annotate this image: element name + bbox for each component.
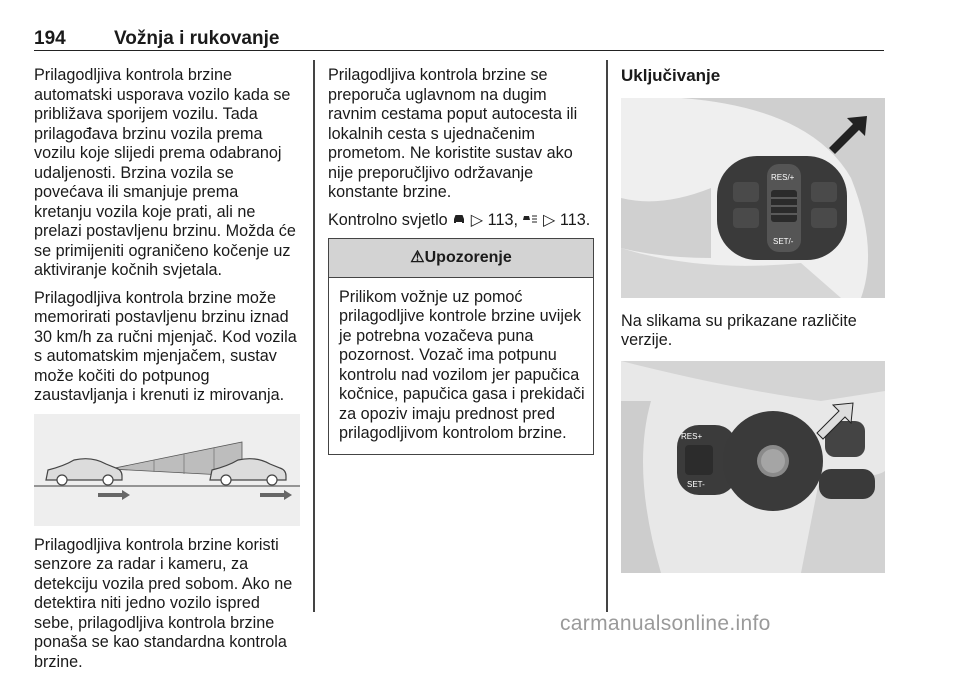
warning-text: Prilikom vožnje uz pomoć prilagodljive kontrole brzine uvijek je potrebna vozačeva puna pozornost. Vozač ima potpunu kontrolu nad vozilom jer papučica kočnice, papučica gasa i prekidači za opoziv imaju prednost pred prilagodljivom kontrolom brzine.	[339, 287, 585, 442]
adaptive-cruise-icon	[522, 211, 538, 231]
watermark: carmanualsonline.info	[560, 612, 771, 635]
warning-triangle-icon: ⚠	[410, 249, 425, 266]
page-ref-arrow-icon: ▷	[470, 210, 484, 229]
radar-illustration	[34, 414, 300, 526]
column-divider	[313, 60, 315, 612]
page-number: 194	[34, 28, 66, 49]
column-right	[621, 66, 887, 573]
res-label: RES/+	[771, 172, 795, 182]
page-ref-arrow-icon: ▷	[542, 210, 556, 229]
section-heading: Uključivanje	[621, 66, 721, 85]
steering-wheel-illustration-1	[621, 98, 885, 298]
column-middle	[328, 66, 594, 455]
column-divider	[606, 60, 608, 612]
chapter-title: Vožnja i rukovanje	[114, 28, 280, 49]
set-label: SET/-	[773, 236, 794, 246]
paragraph: Prilagodljiva kontrola brzine koristi senzore za radar i kameru, za detekciju vozila pred sobom. Ako ne detektira niti jedno vozilo ispred sebe, prilagodljiva kontrola brzine ponaša se kao standardna kontrola brzine.	[34, 535, 293, 671]
control-light-line	[328, 211, 594, 231]
column-left	[34, 66, 300, 680]
page-ref: 113.	[559, 210, 591, 229]
car-front-icon	[452, 211, 466, 231]
res-label: RES+	[681, 431, 703, 441]
figure-caption: Na slikama su prikazane različite verzije.	[621, 311, 857, 349]
page-header	[34, 28, 884, 51]
warning-title: Upozorenje	[424, 249, 512, 266]
steering-wheel-illustration-2	[621, 361, 885, 573]
warning-header	[329, 239, 593, 278]
warning-box	[328, 238, 594, 455]
paragraph: Prilagodljiva kontrola brzine se preporuča uglavnom na dugim ravnim cestama poput autocesta ili lokalnih cesta s ujednačenim prometom. Ne koristite sustav ako nije preporučljivo održavanje konstante brzine.	[328, 66, 578, 201]
control-light-prefix: Kontrolno svjetlo	[328, 210, 448, 229]
page-ref: 113,	[487, 210, 518, 229]
set-label: SET-	[687, 479, 705, 489]
paragraph: Prilagodljiva kontrola brzine automatski usporava vozilo kada se približava sporijem vozilu. Tada prilagođava brzinu vozila prema vozilu koje slijedi prema odabranoj udaljenosti. Brzina vozila se povećava ili smanjuje prema kretanju vozila koje prati, ali ne prelazi postavljenu brzinu. Možda će se primijeniti ograničeno kočenje uz aktiviranje kočnih svjetala.	[34, 66, 296, 279]
paragraph: Prilagodljiva kontrola brzine može memorirati postavljenu brzinu iznad 30 km/h za ručni mjenjač. Kod vozila s automatskim mjenjačem, sustav može kočiti do potpunog zaustavljanja i krenuti iz mirovanja.	[34, 288, 297, 404]
